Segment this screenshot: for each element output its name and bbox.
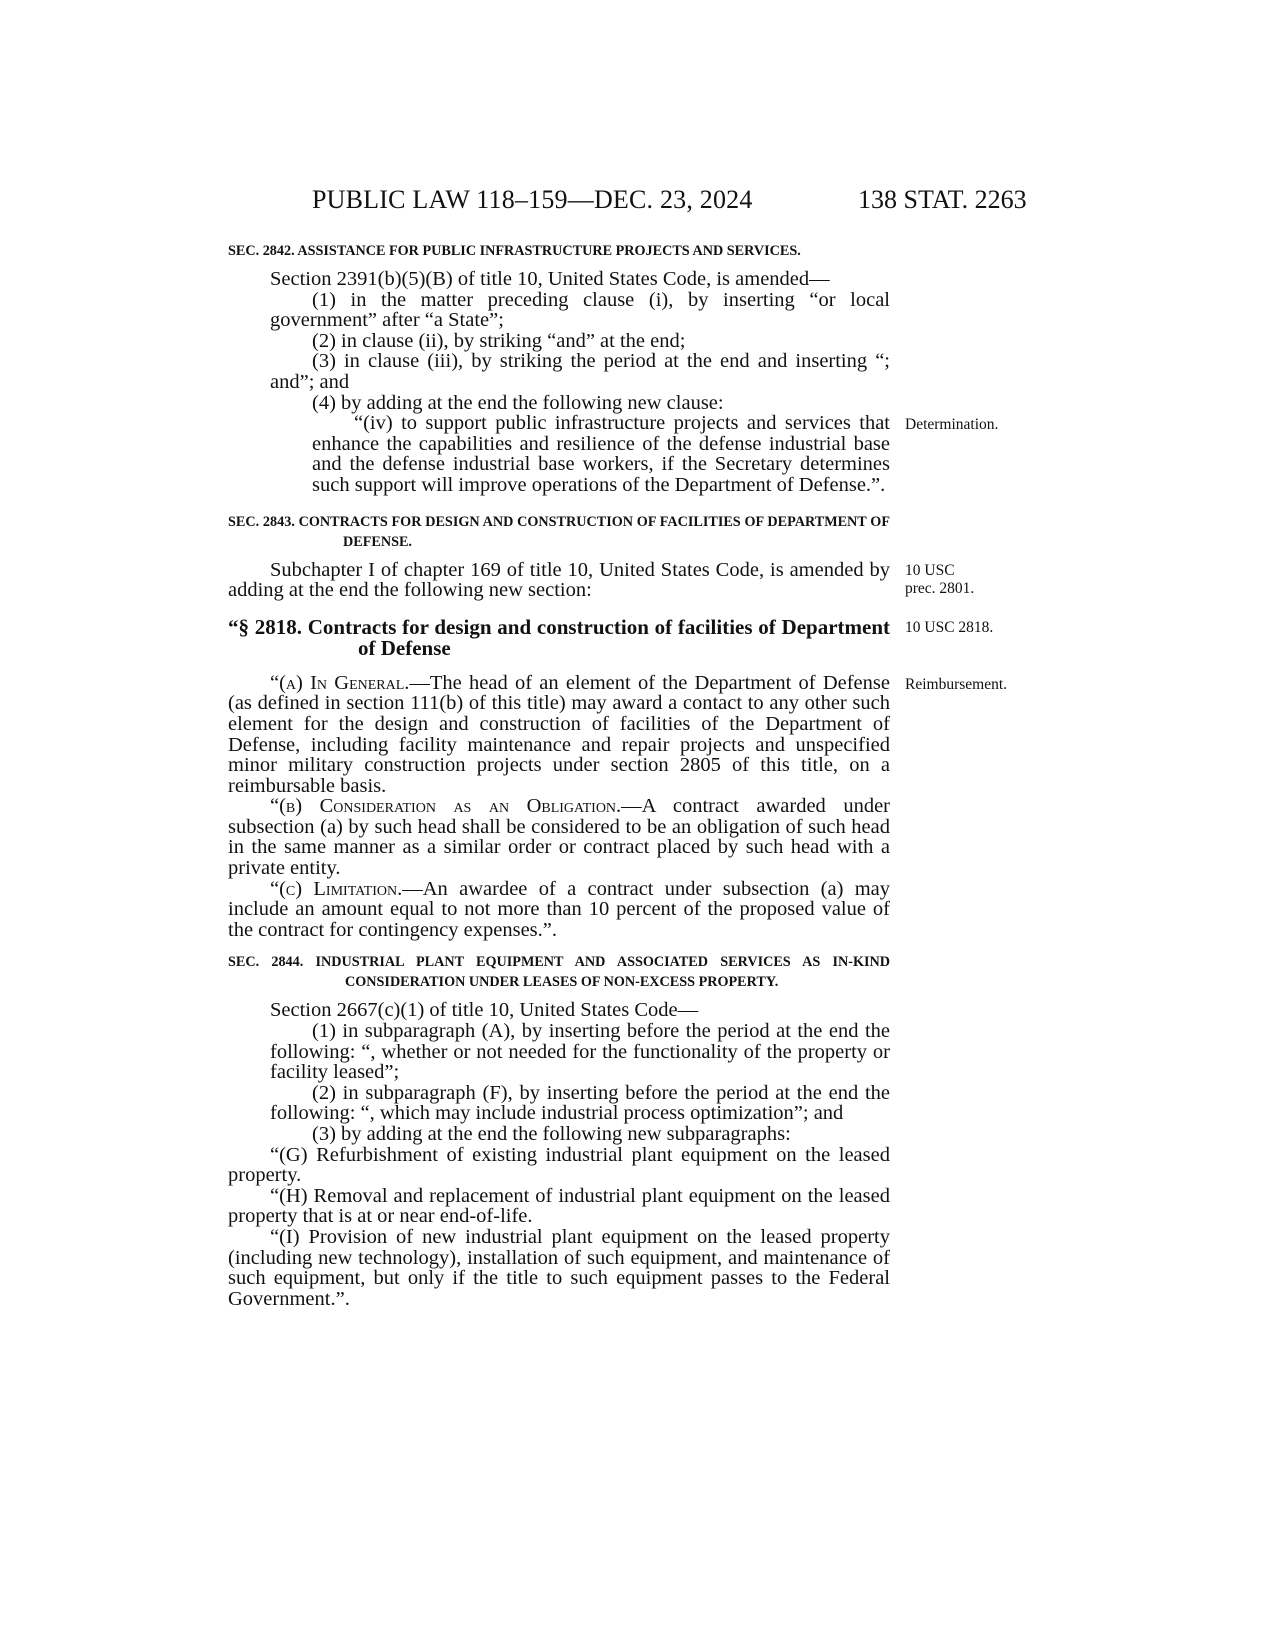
section-2842-heading: SEC. 2842. ASSISTANCE FOR PUBLIC INFRASTRUCTURE PROJECTS AND SERVICES.	[228, 243, 801, 259]
section-2844-heading: SEC. 2844. INDUSTRIAL PLANT EQUIPMENT AND ASSOCIATED SERVICES AS IN-KIND CONSIDERATION UNDER LEASES OF NON-EXCESS PROPERTY.	[228, 954, 890, 991]
section-2842-item-3: (3) in clause (iii), by striking the period at the end and inserting “; and”; and	[270, 350, 890, 393]
section-2843-intro: Subchapter I of chapter 169 of title 10, United States Code, is amended by adding at the end the following new section:	[228, 558, 890, 602]
section-2844-item-2: (2) in subparagraph (F), by inserting before the period at the end the following: “, which may include industrial process optimization”; and	[270, 1081, 890, 1125]
section-2818-heading: “§ 2818. Contracts for design and construction of facilities of Department of Defense	[228, 614, 890, 660]
section-2844-intro: Section 2667(c)(1) of title 10, United States Code—	[270, 999, 699, 1022]
subsection-b-consideration	[228, 796, 890, 878]
subparagraph-i: “(I) Provision of new industrial plant equipment on the leased property (including new technology), installation of such equipment, and maintenance of such equipment, but only if the title to such equipment passes to the Federal Government.”.	[228, 1225, 890, 1310]
subsection-a-label: “(a) In General.	[270, 671, 410, 694]
public-law-title: PUBLIC LAW 118–159—DEC. 23, 2024	[312, 185, 753, 214]
subsection-c-text: —An awardee of a contract under subsection (a) may include an amount equal to not more than 10 percent of the proposed value of the contract for contingency expenses.”.	[228, 877, 890, 941]
margin-note-usc-line1: 10 USC	[905, 561, 955, 579]
subparagraph-h: “(H) Removal and replacement of industrial plant equipment on the leased property that is at or near end-of-life.	[228, 1184, 890, 1228]
stat-page-reference: 138 STAT. 2263	[858, 185, 1027, 214]
main-text-column	[228, 239, 890, 1309]
subsection-b-label: “(b) Consideration as an Obligation.	[270, 795, 622, 818]
section-2842-intro: Section 2391(b)(5)(B) of title 10, United States Code, is amended—	[270, 268, 830, 290]
margin-note-reimbursement: Reimbursement.	[905, 675, 1008, 693]
section-2843-heading: SEC. 2843. CONTRACTS FOR DESIGN AND CONSTRUCTION OF FACILITIES OF DEPARTMENT OF DEFENSE.	[228, 513, 890, 550]
section-2844-item-3: (3) by adding at the end the following new subparagraphs:	[312, 1123, 791, 1145]
subsection-a-in-general	[228, 673, 890, 797]
subsection-a-text: —The head of an element of the Department of Defense (as defined in section 111(b) of this title) may award a contact to any other such element for the design and construction of facilities of the Department of Defense, including facility maintenance and repair projects and unspecified minor military construction projects under section 2805 of this title, on a reimbursable basis.	[228, 671, 890, 797]
subsection-c-limitation	[228, 879, 890, 941]
section-2842-quoted-clause-iv: “(iv) to support public infrastructure projects and services that enhance the capabilities and resilience of the defense industrial base and the defense industrial base workers, if the Secretary determines such support will improve operations of the Department of Defense.”.	[312, 412, 890, 496]
margin-note-determination: Determination.	[905, 416, 999, 434]
section-2844-item-1: (1) in subparagraph (A), by inserting before the period at the end the following: “, whether or not needed for the functionality of the property or facility leased”;	[270, 1020, 890, 1084]
subsection-c-label: “(c) Limitation.	[270, 877, 403, 900]
subsection-b-text: —A contract awarded under subsection (a) by such head shall be considered to be an obligation of such head in the same manner as a similar order or contract placed by such head with a private entity.	[228, 795, 890, 880]
margin-note-usc-line2: prec. 2801.	[905, 579, 975, 597]
section-2842-item-4: (4) by adding at the end the following new clause:	[312, 391, 724, 414]
page-header	[0, 185, 1275, 225]
margin-note-10-usc-2818: 10 USC 2818.	[905, 618, 994, 636]
section-2842-item-2: (2) in clause (ii), by striking “and” at the end;	[312, 329, 686, 352]
margin-note-10-usc-prec-2801	[905, 562, 974, 598]
section-2842-item-1: (1) in the matter preceding clause (i), by inserting “or local government” after “a State”;	[270, 288, 890, 332]
subparagraph-g: “(G) Refurbishment of existing industrial plant equipment on the leased property.	[228, 1143, 890, 1187]
